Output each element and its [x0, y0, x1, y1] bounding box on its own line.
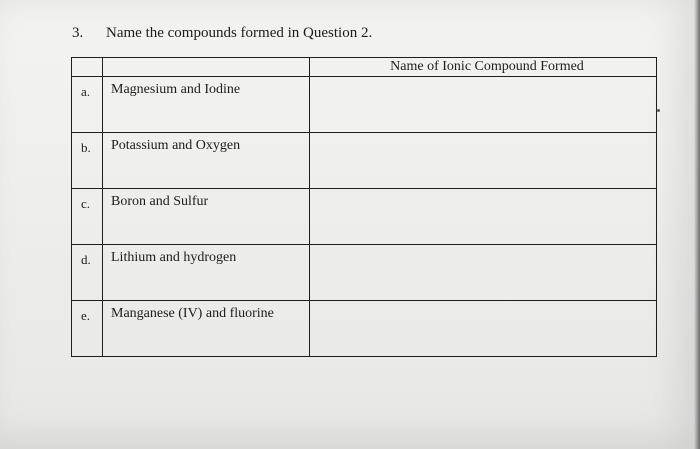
element-pair: Manganese (IV) and fluorine	[111, 306, 274, 321]
compound-table	[71, 57, 657, 357]
table-row	[72, 301, 657, 357]
answer-cell[interactable]	[310, 133, 657, 189]
element-pair: Boron and Sulfur	[111, 194, 209, 209]
answer-text	[310, 301, 656, 306]
question-text: Name the compounds formed in Question 2.	[106, 25, 373, 41]
row-letter-cell	[72, 245, 103, 301]
answer-text	[310, 133, 656, 138]
answer-cell[interactable]	[310, 245, 657, 301]
element-pair-cell	[103, 133, 310, 189]
row-letter-cell	[72, 189, 103, 245]
header-blank-cell	[72, 58, 103, 77]
row-letter-cell	[72, 301, 103, 357]
answer-text	[310, 189, 656, 194]
element-pair: Potassium and Oxygen	[111, 138, 241, 153]
header-cell	[310, 58, 657, 77]
row-letter: e.	[81, 308, 91, 323]
column-header: Name of Ionic Compound Formed	[390, 59, 584, 74]
answer-text	[310, 245, 656, 250]
row-letter: c.	[81, 196, 91, 211]
table-row	[72, 77, 657, 133]
page-edge-shadow	[694, 0, 700, 449]
answer-cell[interactable]	[310, 77, 657, 133]
row-letter: b.	[81, 140, 91, 155]
table-row	[72, 133, 657, 189]
row-letter: a.	[81, 84, 91, 99]
paper-speck	[657, 109, 660, 112]
answer-text	[310, 77, 656, 82]
element-pair-cell	[103, 77, 310, 133]
question-number: 3.	[72, 25, 84, 41]
element-pair-cell	[103, 245, 310, 301]
header-blank-cell	[103, 58, 310, 77]
element-pair-cell	[103, 189, 310, 245]
row-letter-cell	[72, 133, 103, 189]
row-letter: d.	[81, 252, 91, 267]
element-pair: Lithium and hydrogen	[111, 250, 237, 265]
element-pair: Magnesium and Iodine	[111, 82, 241, 97]
table-row	[72, 245, 657, 301]
answer-cell[interactable]	[310, 301, 657, 357]
answer-cell[interactable]	[310, 189, 657, 245]
question-heading	[72, 25, 372, 42]
table-row	[72, 189, 657, 245]
row-letter-cell	[72, 77, 103, 133]
element-pair-cell	[103, 301, 310, 357]
table-header-row	[72, 58, 657, 77]
